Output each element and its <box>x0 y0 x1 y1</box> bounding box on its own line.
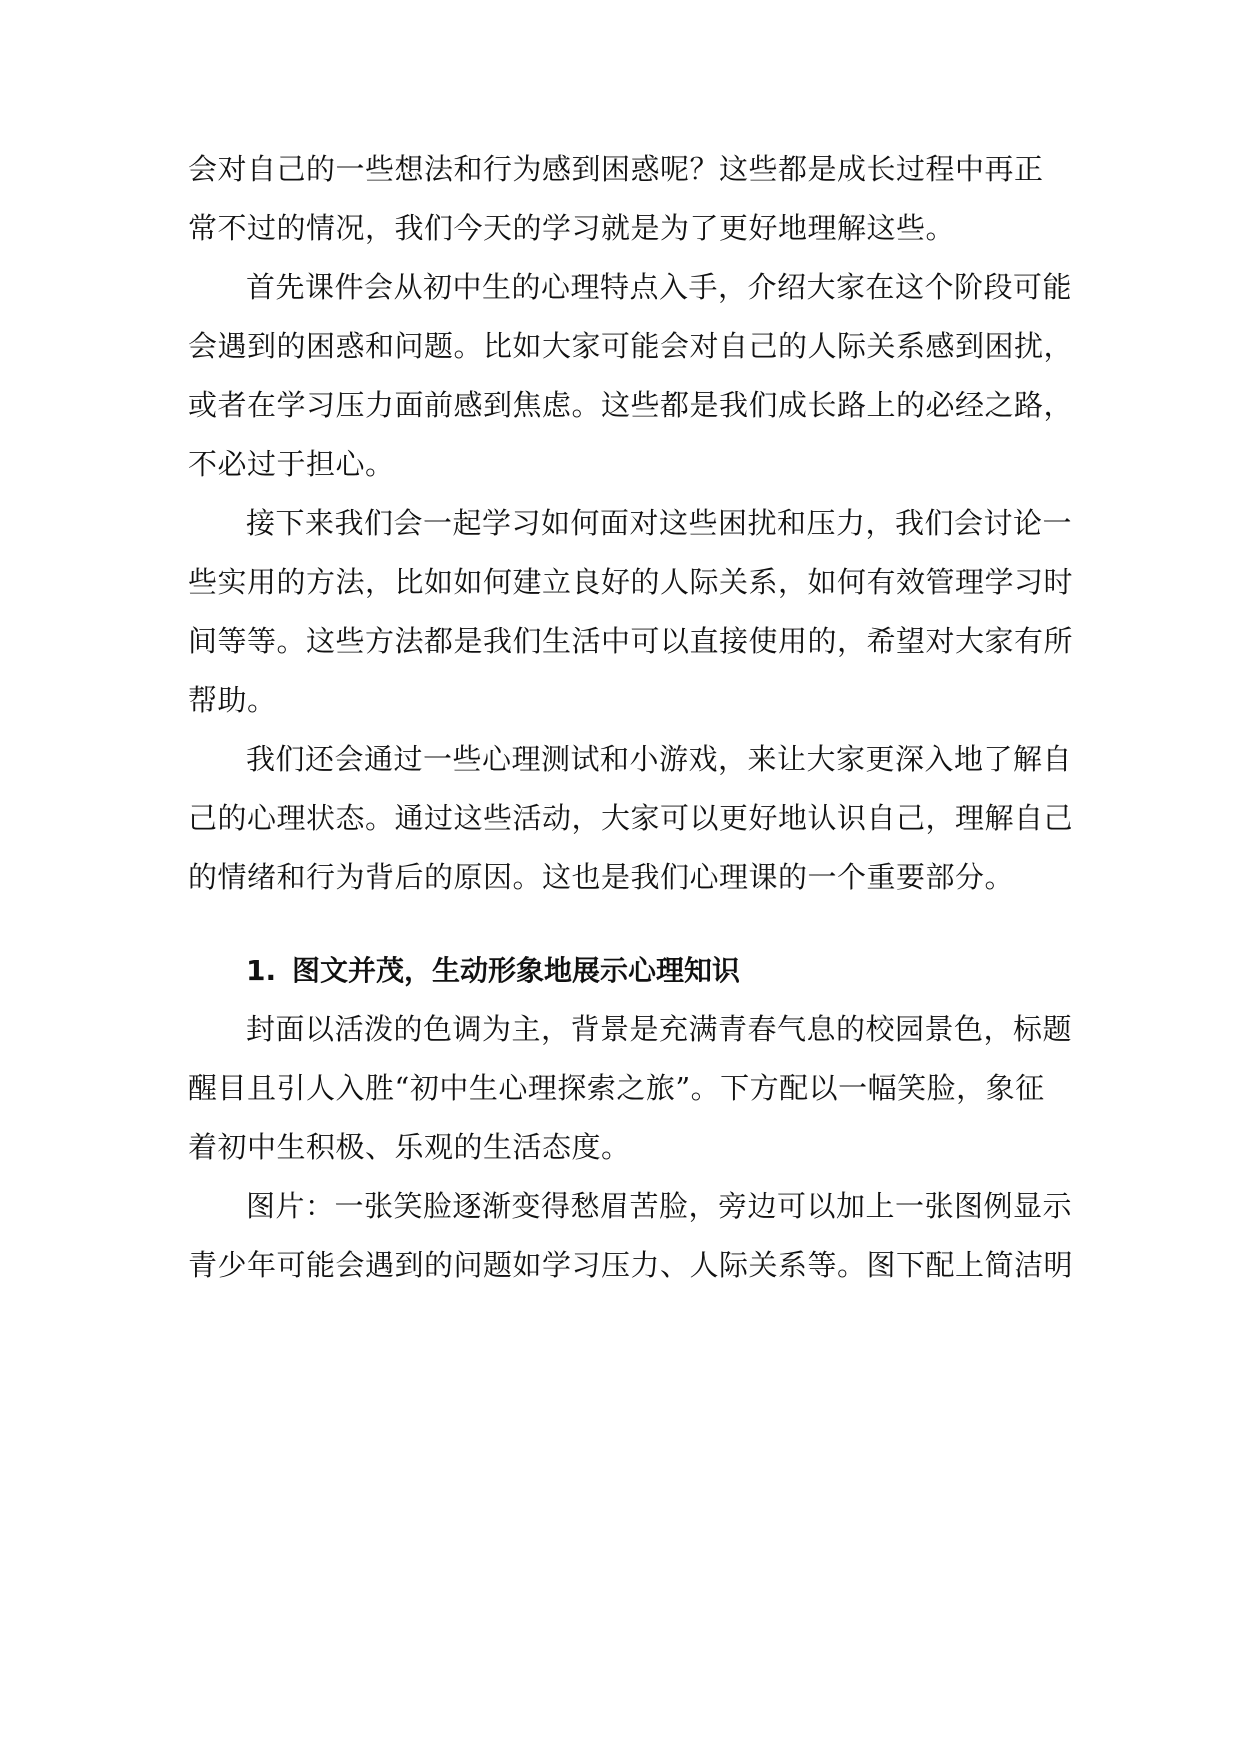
text-line: 青少年可能会遇到的问题如学习压力、人际关系等。图下配上简洁明 <box>188 1248 1074 1282</box>
text-line: 常不过的情况，我们今天的学习就是为了更好地理解这些。 <box>188 211 956 245</box>
section-heading <box>188 941 1063 1000</box>
text-line: 封面以活泼的色调为主，背景是充满青春气息的校园景色，标题 <box>246 1012 1073 1046</box>
text-line: 图片：一张笑脸逐渐变得愁眉苦脸，旁边可以加上一张图例显示 <box>246 1189 1073 1223</box>
text-line: 的情绪和行为背后的原因。这也是我们心理课的一个重要部分。 <box>188 860 1015 894</box>
paragraph-2 <box>188 258 1074 494</box>
text-line: 我们还会通过一些心理测试和小游戏，来让大家更深入地了解自 <box>246 742 1073 776</box>
text-line: 己的心理状态。通过这些活动，大家可以更好地认识自己，理解自己 <box>188 801 1074 835</box>
paragraph-5 <box>188 1000 1073 1177</box>
document-body <box>188 140 1074 1295</box>
paragraph-1 <box>188 140 1063 258</box>
text-line: 不必过于担心。 <box>188 447 395 481</box>
text-line: 些实用的方法，比如如何建立良好的人际关系，如何有效管理学习时 <box>188 565 1074 599</box>
heading-number: 1. <box>246 954 277 987</box>
text-line: 或者在学习压力面前感到焦虑。这些都是我们成长路上的必经之路， <box>188 388 1074 422</box>
text-line: 会遇到的困惑和问题。比如大家可能会对自己的人际关系感到困扰， <box>188 329 1074 363</box>
paragraph-6 <box>188 1177 1074 1295</box>
text-line: 首先课件会从初中生的心理特点入手，介绍大家在这个阶段可能 <box>246 270 1073 304</box>
paragraph-4 <box>188 730 1074 907</box>
text-line: 接下来我们会一起学习如何面对这些困扰和压力，我们会讨论一 <box>246 506 1073 540</box>
text-line: 着初中生积极、乐观的生活态度。 <box>188 1130 631 1164</box>
paragraph-3 <box>188 494 1074 730</box>
text-line: 醒目且引人入胜“初中生心理探索之旅”。下方配以一幅笑脸，象征 <box>188 1071 1045 1105</box>
text-line: 间等等。这些方法都是我们生活中可以直接使用的，希望对大家有所 <box>188 624 1074 658</box>
text-line: 会对自己的一些想法和行为感到困惑呢？这些都是成长过程中再正 <box>188 152 1044 186</box>
heading-text: 图文并茂，生动形象地展示心理知识 <box>292 954 741 987</box>
text-line: 帮助。 <box>188 683 277 717</box>
